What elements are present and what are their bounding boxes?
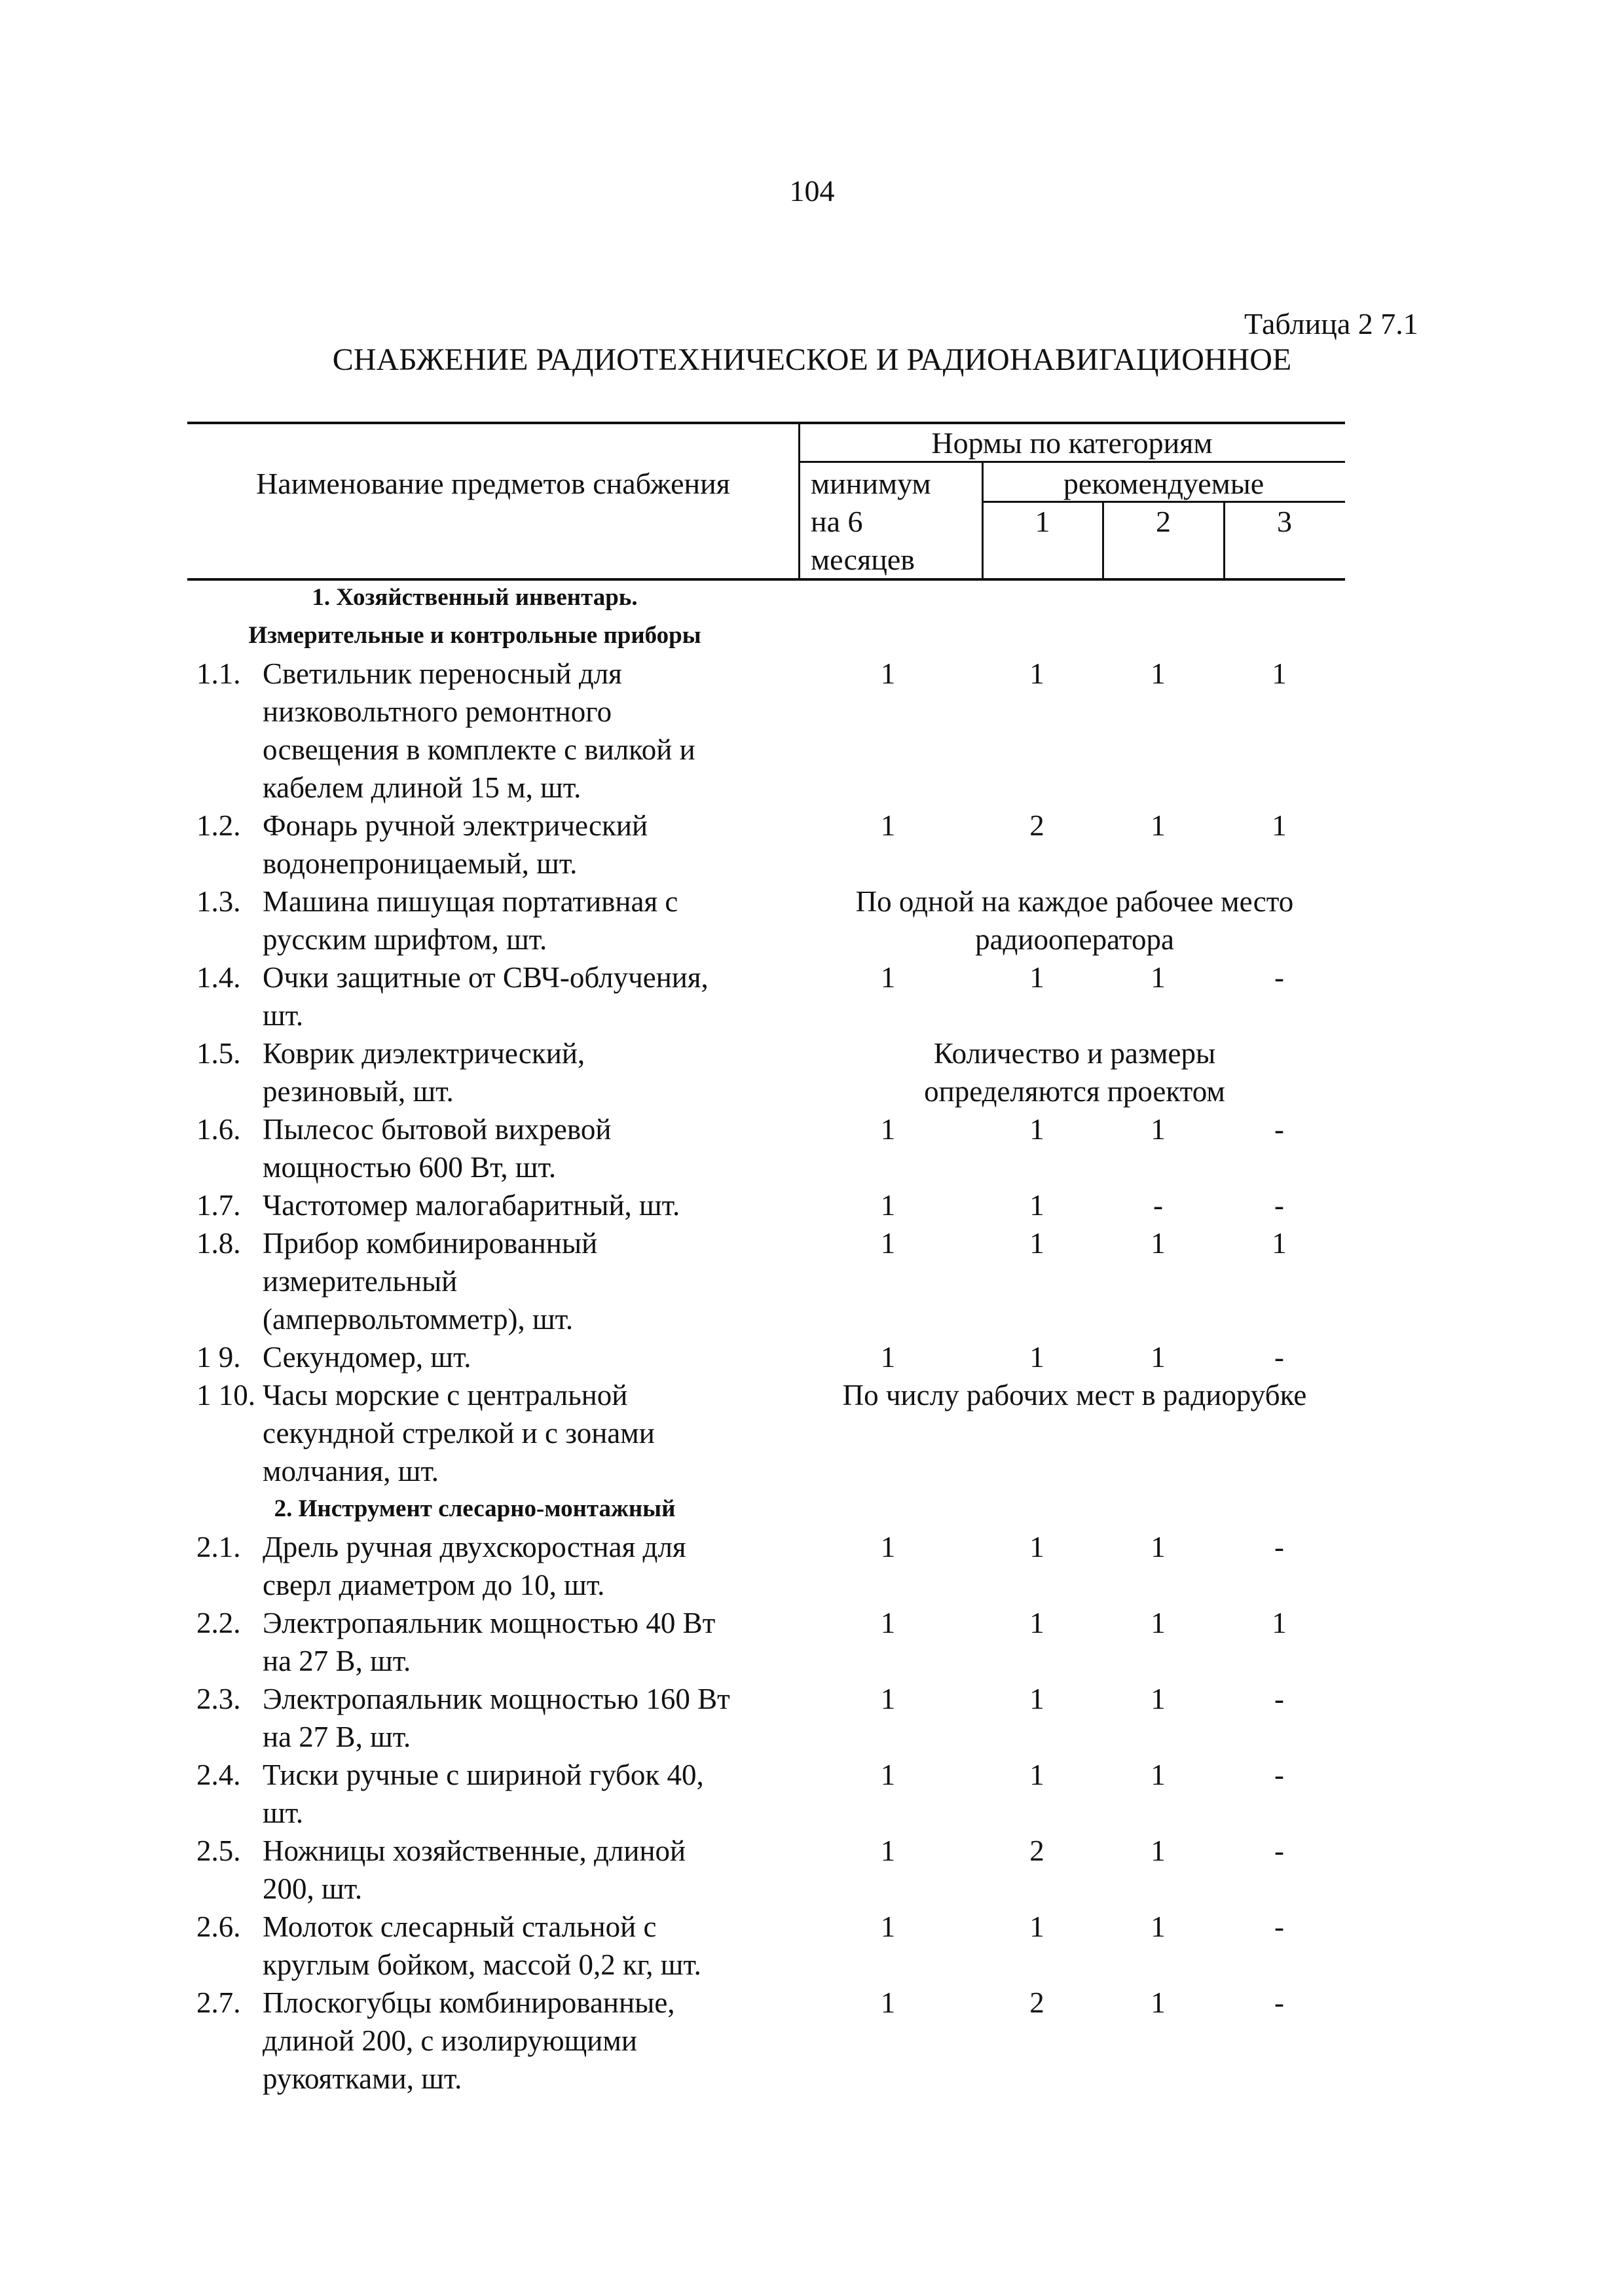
item-name: 200, шт.	[263, 1872, 363, 1905]
table-row	[196, 1984, 1349, 2022]
norm-category-1: 1	[1029, 1683, 1044, 1715]
item-number: 2.3.	[196, 1683, 241, 1715]
norm-category-1: 1	[1029, 1758, 1044, 1791]
norm-category-3: -	[1274, 1341, 1284, 1374]
norm-category-1: 1	[1029, 657, 1044, 690]
item-name: измерительный	[263, 1265, 458, 1298]
table-row-continuation	[196, 1072, 1349, 1110]
item-number	[196, 1870, 263, 1908]
item-name: Фонарь ручной электрический	[263, 809, 648, 842]
section-heading: 1. Хозяйственный инвентарь.	[312, 584, 638, 611]
norm-category-3: -	[1274, 1531, 1284, 1563]
norm-category-2: 1	[1151, 1758, 1166, 1791]
norm-category-2: 1	[1151, 961, 1166, 994]
table-row	[196, 1680, 1349, 1718]
table-row	[196, 1224, 1349, 1262]
item-name: Очки защитные от СВЧ-облучения,	[263, 961, 709, 994]
norm-category-3: -	[1274, 1683, 1284, 1715]
section-heading: 2. Инструмент слесарно-монтажный	[274, 1495, 676, 1522]
item-number: 1.3.	[196, 885, 241, 918]
norm-category-1: 2	[1029, 1834, 1044, 1867]
table-row	[196, 1756, 1349, 1794]
norm-note: определяются проектом	[924, 1075, 1225, 1108]
item-name: Ножницы хозяйственные, длиной	[263, 1834, 686, 1867]
item-number: 1.6.	[196, 1113, 241, 1146]
item-name: сверл диаметром до 10, шт.	[263, 1569, 605, 1601]
item-name: на 27 В, шт.	[263, 1645, 411, 1677]
norm-category-2: 1	[1151, 1986, 1166, 2019]
rule-under-recommended	[982, 501, 1345, 503]
item-name: Молоток слесарный стальной с	[263, 1910, 657, 1943]
table-row-continuation	[196, 1414, 1349, 1452]
item-name: низковольтного ремонтного	[263, 695, 612, 728]
item-name: водонепроницаемый, шт.	[263, 847, 578, 880]
item-number: 2.6.	[196, 1910, 241, 1943]
item-number	[196, 920, 263, 958]
table-row-continuation	[196, 693, 1349, 731]
header-recommended: рекомендуемые	[1063, 467, 1264, 500]
item-number: 1 9.	[196, 1341, 241, 1374]
table-row	[196, 1110, 1349, 1148]
item-number	[196, 1414, 263, 1452]
item-name: шт.	[263, 999, 304, 1032]
norm-category-1: 1	[1029, 1910, 1044, 1943]
norm-minimum: 1	[880, 1986, 896, 2019]
item-number	[196, 996, 263, 1034]
table-row-continuation	[196, 1718, 1349, 1756]
norm-category-3: 1	[1272, 1607, 1287, 1639]
norm-note: По числу рабочих мест в радиорубке	[842, 1379, 1307, 1412]
norm-category-3: 1	[1272, 657, 1287, 690]
norm-minimum: 1	[880, 809, 896, 842]
item-number: 1.4.	[196, 961, 241, 994]
item-number: 2.2.	[196, 1607, 241, 1639]
norm-minimum: 1	[880, 1607, 896, 1639]
item-name: секундной стрелкой и с зонами	[263, 1417, 655, 1449]
table-row-continuation	[196, 1262, 1349, 1300]
norm-note	[800, 1414, 1350, 1452]
norm-category-1: 1	[1029, 1189, 1044, 1222]
norm-category-3: -	[1274, 1986, 1284, 2019]
item-number	[196, 1946, 263, 1984]
norm-category-2: 1	[1151, 1910, 1166, 1943]
table-label: Таблица 2 7.1	[1244, 307, 1418, 340]
item-number	[196, 1148, 263, 1186]
header-category-1: 1	[1035, 505, 1050, 538]
item-number: 2.4.	[196, 1758, 241, 1791]
table-row	[196, 1604, 1349, 1642]
item-name: Секундомер, шт.	[263, 1341, 471, 1374]
item-name: освещения в комплекте с вилкой и	[263, 733, 695, 766]
norm-category-3: 1	[1272, 809, 1287, 842]
item-number	[196, 769, 263, 807]
norm-minimum: 1	[880, 1189, 896, 1222]
item-number: 1.5.	[196, 1037, 241, 1070]
table-row-continuation	[196, 920, 1349, 958]
norm-minimum: 1	[880, 1341, 896, 1374]
norm-minimum: 1	[880, 1531, 896, 1563]
table-row	[196, 1186, 1349, 1224]
item-name: мощностью 600 Вт, шт.	[263, 1151, 557, 1184]
norm-minimum: 1	[880, 1227, 896, 1260]
item-name: Электропаяльник мощностью 40 Вт	[263, 1607, 716, 1639]
norm-minimum: 1	[880, 1758, 896, 1791]
item-name: Тиски ручные с шириной губок 40,	[263, 1758, 704, 1791]
norm-note: радиооператора	[975, 923, 1174, 956]
norm-category-2: 1	[1151, 809, 1166, 842]
norm-category-1: 2	[1029, 1986, 1044, 2019]
norm-category-1: 1	[1029, 1531, 1044, 1563]
item-number: 1.8.	[196, 1227, 241, 1260]
item-name: Коврик диэлектрический,	[263, 1037, 585, 1070]
table-row-continuation	[196, 2022, 1349, 2060]
table-row	[196, 883, 1349, 920]
table-row-continuation	[196, 731, 1349, 769]
page-number: 104	[789, 174, 835, 208]
table-row	[196, 1376, 1349, 1414]
norm-note: Количество и размеры	[933, 1037, 1216, 1070]
header-category-2: 2	[1156, 505, 1171, 538]
item-name: молчания, шт.	[263, 1455, 439, 1487]
norm-category-3: -	[1274, 961, 1284, 994]
norm-minimum: 1	[880, 961, 896, 994]
norm-minimum: 1	[880, 1910, 896, 1943]
item-name: русским шрифтом, шт.	[263, 923, 547, 956]
norm-category-3: -	[1274, 1834, 1284, 1867]
table-top-rule	[187, 422, 1345, 424]
item-name: Часы морские с центральной	[263, 1379, 628, 1412]
item-name: Частотомер малогабаритный, шт.	[263, 1189, 680, 1222]
item-number	[196, 693, 263, 731]
header-minimum-line2: на 6	[811, 505, 863, 538]
table-row-continuation	[196, 1946, 1349, 1984]
header-name-column: Наименование предметов снабжения	[256, 467, 730, 500]
norm-note	[800, 1452, 1350, 1490]
table-row-continuation	[196, 996, 1349, 1034]
norm-category-1: 2	[1029, 809, 1044, 842]
item-number	[196, 1262, 263, 1300]
table-row	[196, 1034, 1349, 1072]
section-heading-row	[196, 579, 1349, 617]
item-number	[196, 1718, 263, 1756]
item-number	[196, 731, 263, 769]
item-name: Машина пишущая портативная с	[263, 885, 678, 918]
norm-category-3: 1	[1272, 1227, 1287, 1260]
table-row	[196, 1908, 1349, 1946]
item-number: 2.1.	[196, 1531, 241, 1563]
norm-category-2: 1	[1151, 1683, 1166, 1715]
norm-category-2: 1	[1151, 1341, 1166, 1374]
norm-category-2: 1	[1151, 1113, 1166, 1146]
table-row-continuation	[196, 1794, 1349, 1832]
table-row	[196, 807, 1349, 845]
item-name: Дрель ручная двухскоростная для	[263, 1531, 686, 1563]
item-name: на 27 В, шт.	[263, 1721, 411, 1753]
norm-note: По одной на каждое рабочее место	[855, 885, 1294, 918]
table-row-continuation	[196, 2060, 1349, 2098]
item-name: Плоскогубцы комбинированные,	[263, 1986, 675, 2019]
item-name: круглым бойком, массой 0,2 кг, шт.	[263, 1948, 701, 1981]
item-name: длиной 200, с изолирующими	[263, 2024, 637, 2057]
norm-minimum: 1	[880, 1834, 896, 1867]
norm-category-3: -	[1274, 1758, 1284, 1791]
norm-minimum: 1	[880, 1113, 896, 1146]
table-row	[196, 1338, 1349, 1376]
item-number	[196, 1300, 263, 1338]
norm-category-2: -	[1153, 1189, 1163, 1222]
item-number	[196, 1794, 263, 1832]
item-number	[196, 2022, 263, 2060]
norm-category-3: -	[1274, 1189, 1284, 1222]
table-row-continuation	[196, 1566, 1349, 1604]
header-norms: Нормы по категориям	[931, 426, 1213, 460]
table-row	[196, 958, 1349, 996]
norm-category-1: 1	[1029, 1227, 1044, 1260]
table-title: СНАБЖЕНИЕ РАДИОТЕХНИЧЕСКОЕ И РАДИОНАВИГАЦИОННОЕ	[332, 342, 1292, 377]
item-number: 1.1.	[196, 657, 241, 690]
table-body	[196, 579, 1349, 2098]
item-number: 1.2.	[196, 809, 241, 842]
table-row	[196, 1528, 1349, 1566]
header-minimum: минимум	[811, 467, 931, 500]
table-row-continuation	[196, 1452, 1349, 1490]
item-number: 2.7.	[196, 1986, 241, 2019]
table-row-continuation	[196, 1300, 1349, 1338]
section-heading-row	[196, 1490, 1349, 1528]
section-heading-row	[196, 617, 1349, 655]
norm-category-2: 1	[1151, 1607, 1166, 1639]
item-name: кабелем длиной 15 м, шт.	[263, 771, 581, 804]
item-number: 1 10.	[196, 1379, 255, 1412]
norm-category-2: 1	[1151, 1834, 1166, 1867]
table-row-continuation	[196, 1148, 1349, 1186]
section-heading: Измерительные и контрольные приборы	[248, 622, 701, 649]
item-name: Электропаяльник мощностью 160 Вт	[263, 1683, 730, 1715]
norm-minimum: 1	[880, 657, 896, 690]
table-row	[196, 655, 1349, 693]
norm-category-1: 1	[1029, 1113, 1044, 1146]
item-name: Прибор комбинированный	[263, 1227, 598, 1260]
rule-under-norms	[799, 461, 1345, 463]
table-row-continuation	[196, 845, 1349, 883]
item-number	[196, 845, 263, 883]
norm-category-1: 1	[1029, 1341, 1044, 1374]
item-name: (ампервольтомметр), шт.	[263, 1303, 574, 1336]
item-name: Светильник переносный для	[263, 657, 622, 690]
header-minimum-line3: месяцев	[811, 543, 915, 576]
norm-category-3: -	[1274, 1910, 1284, 1943]
item-number	[196, 2060, 263, 2098]
table-row-continuation	[196, 769, 1349, 807]
norm-category-2: 1	[1151, 1227, 1166, 1260]
norm-category-2: 1	[1151, 1531, 1166, 1563]
item-name: резиновый, шт.	[263, 1075, 454, 1108]
item-number	[196, 1072, 263, 1110]
item-name: рукоятками, шт.	[263, 2062, 462, 2095]
header-category-3: 3	[1277, 505, 1292, 538]
norm-category-1: 1	[1029, 961, 1044, 994]
norm-category-3: -	[1274, 1113, 1284, 1146]
norm-minimum: 1	[880, 1683, 896, 1715]
item-number	[196, 1566, 263, 1604]
table-row	[196, 1832, 1349, 1870]
norm-category-2: 1	[1151, 657, 1166, 690]
item-number: 2.5.	[196, 1834, 241, 1867]
table-row-continuation	[196, 1870, 1349, 1908]
item-name: шт.	[263, 1796, 304, 1829]
table-row-continuation	[196, 1642, 1349, 1680]
item-name: Пылесос бытовой вихревой	[263, 1113, 612, 1146]
item-number	[196, 1642, 263, 1680]
item-number: 1.7.	[196, 1189, 241, 1222]
norm-category-1: 1	[1029, 1607, 1044, 1639]
item-number	[196, 1452, 263, 1490]
